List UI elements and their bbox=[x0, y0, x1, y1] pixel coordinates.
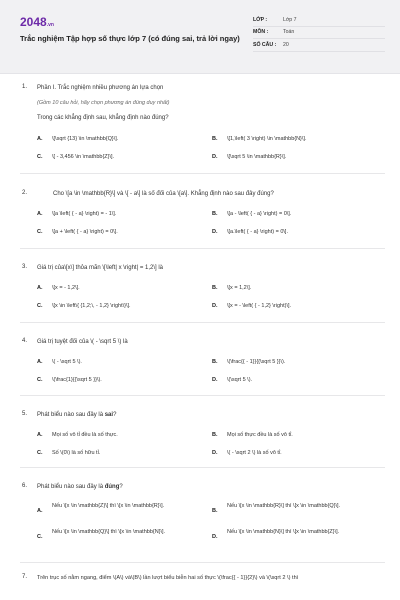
question-text: Giá trị của\[x\] thỏa mãn \[\left| x \right| = 1,2\] là bbox=[37, 265, 164, 271]
meta-label: MÔN : bbox=[253, 29, 269, 36]
option-letter: C. bbox=[37, 377, 43, 383]
question-number: 2. bbox=[22, 190, 28, 196]
option-letter: C. bbox=[37, 303, 43, 309]
divider bbox=[20, 467, 385, 468]
option-letter: D. bbox=[212, 377, 218, 383]
question-number: 6. bbox=[22, 483, 28, 489]
option-letter: C. bbox=[37, 450, 43, 456]
option-text: Số \(0\) là số hữu tỉ. bbox=[52, 450, 101, 456]
option-letter: B. bbox=[212, 359, 218, 365]
option-text: \[a + \left( { - a} \right) = 0\]. bbox=[52, 229, 118, 235]
meta-value: Lớp 7 bbox=[283, 16, 297, 23]
option-letter: D. bbox=[212, 229, 218, 235]
option-letter: D. bbox=[212, 450, 218, 456]
meta-label: SỐ CÂU : bbox=[253, 41, 277, 48]
option-text: Mọi số vô tỉ đều là số thực. bbox=[52, 432, 118, 438]
option-letter: A. bbox=[37, 136, 43, 142]
option-text: \[a - \left( { - a} \right) = 0\]. bbox=[227, 211, 292, 217]
question-text: Giá trị tuyệt đối của \( - \sqrt 5 \) là bbox=[37, 339, 128, 345]
page-header bbox=[0, 0, 400, 74]
option-text: \[x = - \left( { - 1,2} \right)\]. bbox=[227, 303, 292, 309]
question-text: Trên trục số nằm ngang, điểm \(A\) và\(B\) lần lượt biểu biễn hai số thực \(\frac{{ - 1}}{2}\) và \(\sqrt 2 \) thì bbox=[37, 575, 299, 581]
site-logo[interactable]: 2048.vn bbox=[20, 15, 54, 29]
question-text: Cho \[a \in \mathbb{R}\] và \[ - a\] là số đối của \[a\]. Khẳng định nào sau đây đúng? bbox=[53, 191, 274, 197]
option-letter: B. bbox=[212, 432, 218, 438]
question-number: 5. bbox=[22, 411, 28, 417]
option-letter: D. bbox=[212, 534, 218, 540]
question-number: 7. bbox=[22, 574, 28, 580]
question-text: Phát biểu nào sau đây là đúng? bbox=[37, 484, 123, 490]
option-text: \[ - 3,456 \in \mathbb{Z}\]. bbox=[52, 154, 115, 160]
option-letter: C. bbox=[37, 534, 43, 540]
option-text: Nếu \[x \in \mathbb{R}\] thì \[x \in \mathbb{Q}\]. bbox=[227, 503, 341, 509]
option-text: Nếu \[x \in \mathbb{Q}\] thì \[x \in \mathbb{N}\]. bbox=[52, 529, 166, 535]
option-letter: A. bbox=[37, 508, 43, 514]
option-text: Nếu \[x \in \mathbb{Z}\] thì \[x \in \mathbb{R}\]. bbox=[52, 503, 165, 509]
option-text: \(\frac{{ - 1}}{{\sqrt 5 }}\). bbox=[227, 359, 286, 365]
question-text: Phát biểu nào sau đây là sai? bbox=[37, 412, 117, 418]
quiz-meta bbox=[253, 14, 385, 52]
question-stem: Trong các khẳng định sau, khẳng định nào đúng? bbox=[37, 115, 169, 121]
divider bbox=[20, 322, 385, 323]
meta-row-count bbox=[253, 39, 385, 52]
meta-value: 20 bbox=[283, 41, 289, 48]
option-letter: C. bbox=[37, 229, 43, 235]
section-title: Phần I. Trắc nghiệm nhiều phương án lựa chọn bbox=[37, 85, 164, 91]
divider bbox=[20, 395, 385, 396]
option-letter: B. bbox=[212, 136, 218, 142]
option-text: \[\sqrt 5 \in \mathbb{R}\]. bbox=[227, 154, 287, 160]
divider bbox=[20, 173, 385, 174]
divider bbox=[20, 248, 385, 249]
meta-value: Toán bbox=[283, 29, 295, 36]
option-text: \( - \sqrt 2 \) là số vô tỉ. bbox=[227, 450, 282, 456]
option-text: \(\sqrt 5 \). bbox=[227, 377, 253, 383]
option-letter: C. bbox=[37, 154, 43, 160]
divider bbox=[20, 562, 385, 563]
option-text: Nếu \[x \in \mathbb{N}\] thì \[x \in \mathbb{Z}\]. bbox=[227, 529, 340, 535]
option-letter: B. bbox=[212, 211, 218, 217]
meta-row-class bbox=[253, 14, 385, 27]
option-text: \[\sqrt {13} \in \mathbb{Q}\]. bbox=[52, 136, 119, 142]
option-text: Mọi số thực đều là số vô tỉ. bbox=[227, 432, 293, 438]
option-letter: B. bbox=[212, 508, 218, 514]
section-note: (Gồm 10 câu hỏi, hãy chọn phương án đúng duy nhất) bbox=[37, 100, 170, 106]
option-letter: D. bbox=[212, 154, 218, 160]
option-letter: A. bbox=[37, 432, 43, 438]
option-text: \[x = 1,2\]. bbox=[227, 285, 252, 291]
page-title: Trắc nghiệm Tập hợp số thực lớp 7 (có đúng sai, trả lời ngay) bbox=[20, 34, 240, 43]
option-letter: A. bbox=[37, 359, 43, 365]
question-number: 4. bbox=[22, 338, 28, 344]
question-number: 3. bbox=[22, 264, 28, 270]
option-text: \[a \left( { - a} \right) = - 1\]. bbox=[52, 211, 117, 217]
option-text: \[1,\left( 3 \right) \in \mathbb{N}\]. bbox=[227, 136, 307, 142]
option-letter: A. bbox=[37, 285, 43, 291]
option-letter: A. bbox=[37, 211, 43, 217]
question-number: 1. bbox=[22, 84, 28, 90]
option-text: \( - \sqrt 5 \). bbox=[52, 359, 82, 365]
option-text: \[x = - 1,2\]. bbox=[52, 285, 80, 291]
meta-row-subject bbox=[253, 27, 385, 40]
option-letter: B. bbox=[212, 285, 218, 291]
option-text: \[a.\left( { - a} \right) = 0\]. bbox=[227, 229, 288, 235]
meta-label: LỚP : bbox=[253, 16, 268, 23]
option-text: \[x \in \left\{ {1,2;\, - 1,2} \right\}\]. bbox=[52, 303, 131, 309]
option-text: \(\frac{1}{{\sqrt 5 }}\). bbox=[52, 377, 102, 383]
option-letter: D. bbox=[212, 303, 218, 309]
